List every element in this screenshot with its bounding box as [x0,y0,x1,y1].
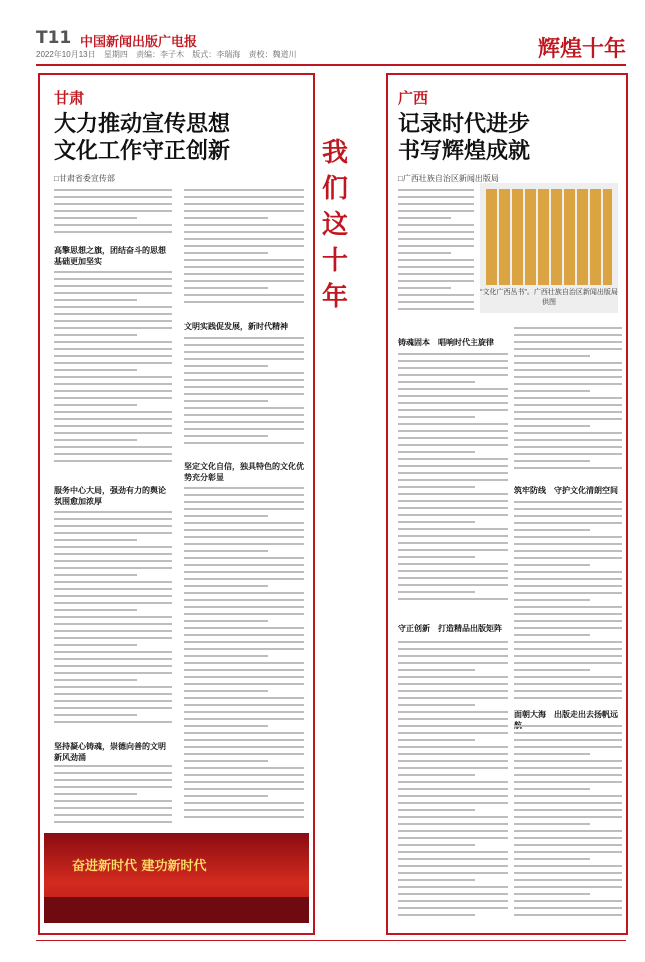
byline: □广西壮族自治区新闻出版局 [398,174,499,183]
subhead: 文明实践促发展，新时代精神 [184,322,288,331]
guangxi-article [386,73,628,935]
header-rule [36,64,626,66]
section-title: 辉煌十年 [537,37,626,62]
headline-line-2: 文化工作守正创新 [54,139,231,164]
headline-line-1: 记录时代进步 [398,112,531,137]
page-number: T11 [36,28,72,48]
byline: □甘肃省委宣传部 [54,174,115,183]
subhead: 服务中心大局，强劲有力的舆论氛围愈加浓厚 [54,486,166,506]
ceremony-photo [44,833,309,923]
slogan-char: 年 [322,282,349,312]
editor: 责编：李子木 [136,50,185,59]
province-label: 甘肃 [54,89,85,107]
center-slogan [322,135,384,315]
edition-info [36,49,297,60]
image-caption: “文化广西丛书”。广西壮族自治区新闻出版局 供图 [480,289,625,306]
subhead: 坚持凝心铸魂，崇德向善的文明新风劲涌 [54,742,166,762]
headline-line-1: 大力推动宣传思想 [54,112,231,137]
subhead: 面朝大海 出版走出去扬帆远 [514,710,618,719]
issue-date: 2022年10月13日 [36,50,96,59]
masthead [36,28,626,60]
book-series-photo [480,183,625,313]
subhead: 守正创新 打造精品出版矩阵 [398,624,502,633]
proofreader: 责校：魏道川 [248,50,297,59]
slogan-char: 这 [322,210,349,240]
subhead: 铸魂固本 唱响时代主旋律 [398,338,494,347]
gansu-article [38,73,315,935]
paper-name-logo: 中国新闻出版广电报 [80,35,198,50]
subhead: 筑牢防线 守护文化清朗空间 [514,486,618,495]
subhead: 高擎思想之旗，团结奋斗的思想基础更加坚实 [54,246,166,266]
slogan-char: 我 [322,138,349,168]
photo-banner: 奋进新时代 建功新时代 [72,859,207,874]
province-label: 广西 [398,89,429,107]
subhead: 坚定文化自信，独具特色的文化优势充分彰显 [184,462,304,482]
footer-rule [36,940,626,941]
headline-line-2: 书写辉煌成就 [398,139,531,164]
slogan-char: 们 [322,174,349,204]
issue-weekday: 星期四 [103,50,128,59]
photo-stage [44,897,309,923]
designer: 版式：李瑞海 [192,50,241,59]
slogan-char: 十 [322,246,349,276]
